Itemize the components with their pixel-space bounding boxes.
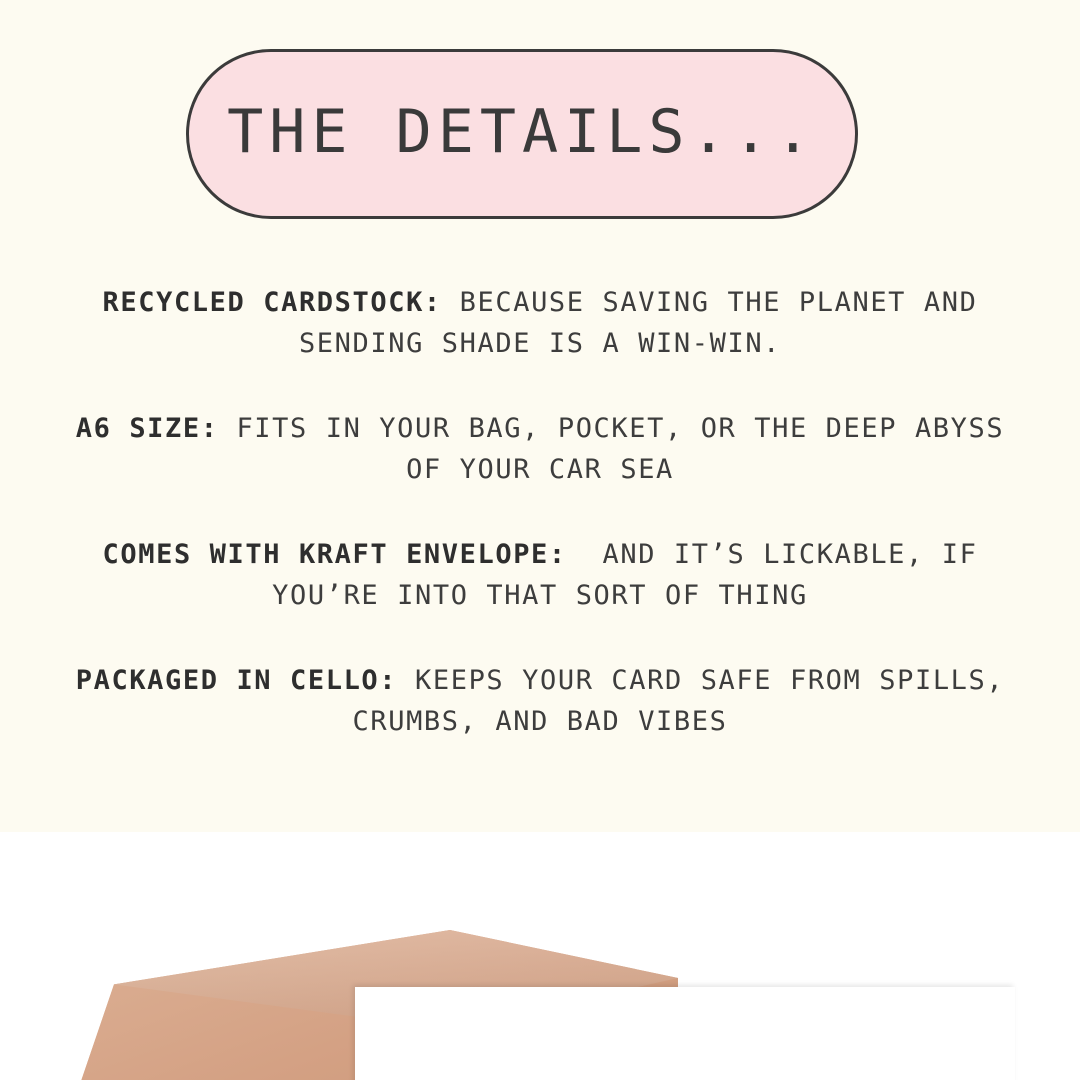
- detail-body-size: FITS IN YOUR BAG, POCKET, OR THE DEEP ABYSS OF YOUR CAR SEA: [218, 413, 1023, 485]
- title-pill: [186, 49, 858, 219]
- product-photo: [0, 832, 1080, 1080]
- detail-item-cello: [0, 660, 1080, 742]
- details-list: [0, 282, 1080, 742]
- detail-item-envelope: [0, 534, 1080, 616]
- detail-body-cardstock: BECAUSE SAVING THE PLANET AND SENDING SHADE IS A WIN-WIN.: [298, 287, 996, 359]
- detail-body-envelope: AND IT’S LICKABLE, IF YOU’RE INTO THAT SORT OF THING: [272, 539, 996, 611]
- detail-label-cardstock: RECYCLED CARDSTOCK:: [102, 287, 442, 318]
- detail-item-size: [0, 408, 1080, 490]
- detail-body-cello: KEEPS YOUR CARD SAFE FROM SPILLS, CRUMBS, AND BAD VIBES: [352, 665, 1023, 737]
- detail-label-envelope: COMES WITH KRAFT ENVELOPE:: [102, 539, 567, 570]
- detail-item-cardstock: [0, 282, 1080, 364]
- page-title: THE DETAILS...: [227, 97, 817, 167]
- detail-label-cello: PACKAGED IN CELLO:: [75, 665, 398, 696]
- detail-label-size: A6 SIZE:: [75, 413, 219, 444]
- white-card: [355, 987, 1015, 1080]
